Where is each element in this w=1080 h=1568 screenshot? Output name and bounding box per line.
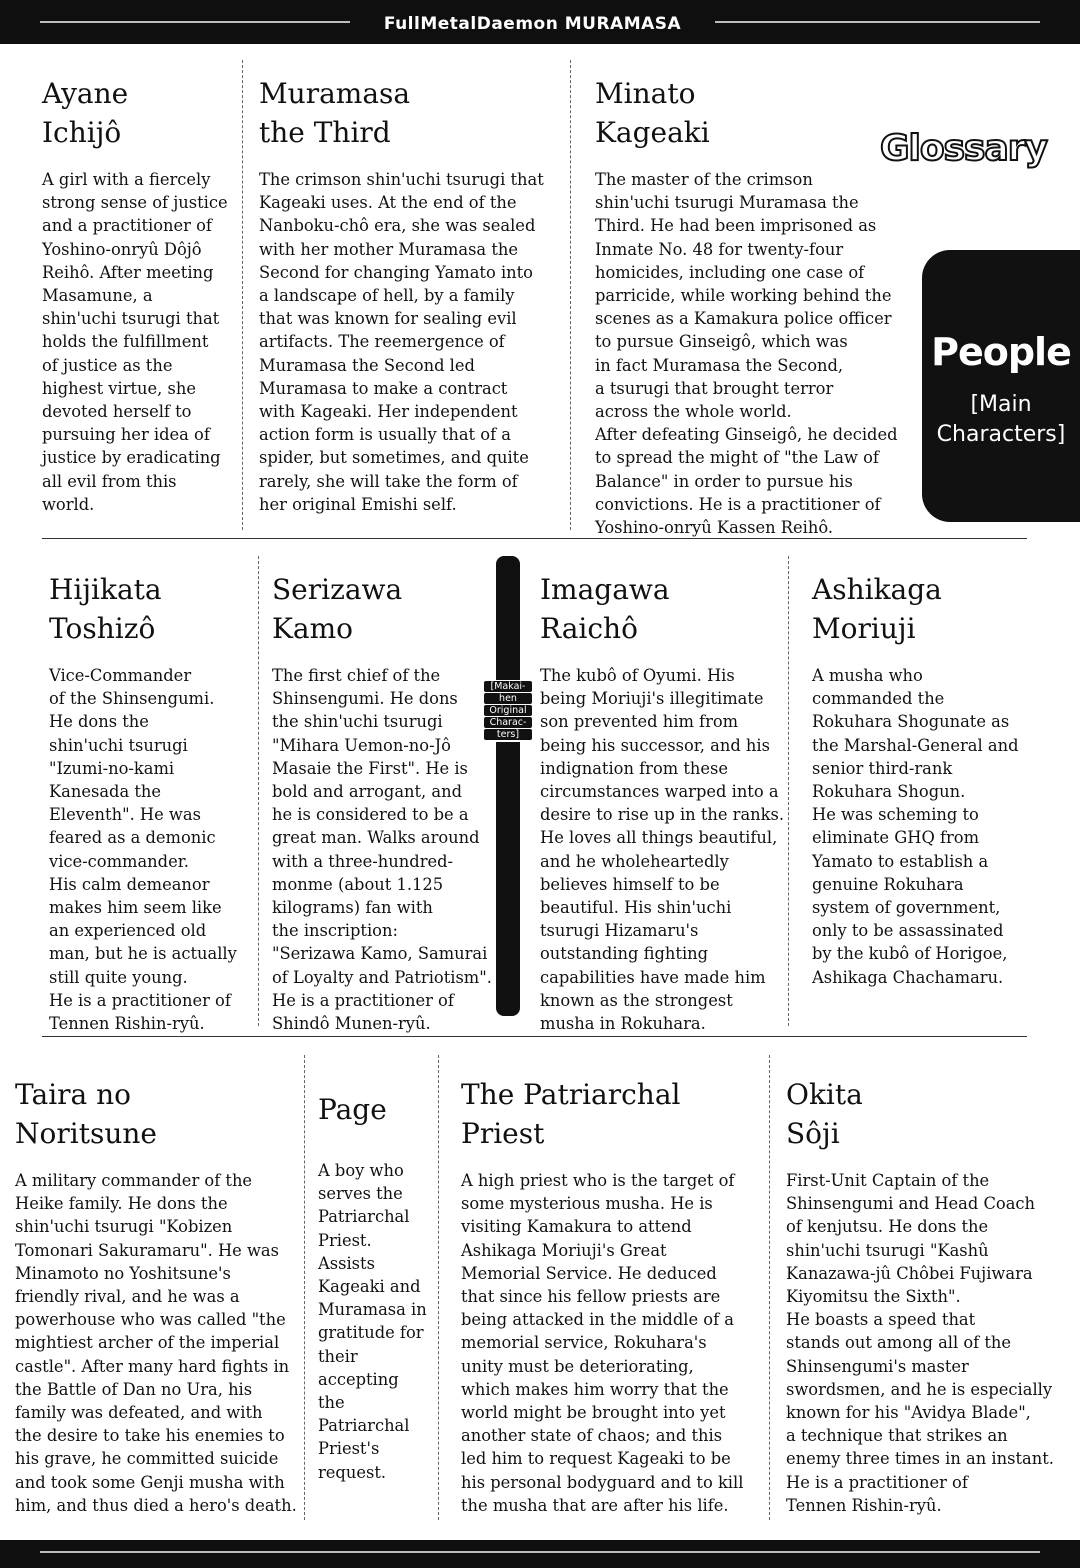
- row-divider: [42, 538, 1027, 539]
- entry-serizawa-kamo: [272, 570, 502, 1035]
- column-divider: [438, 1055, 439, 1520]
- entry-name: Taira no Noritsune: [15, 1078, 157, 1150]
- column-divider: [769, 1055, 770, 1520]
- entry-name: Imagawa Raichô: [540, 573, 670, 645]
- entry-description: The kubô of Oyumi. His being Moriuji's illegitimate son prevented him from being his successor, and his indignation from these circumstances warped into a desire to rise up in the ranks. He loves all things beautiful, and he wholeheartedly believes himself to be beautiful. His shin'uchi tsurugi Hizamaru's outstanding fighting capabilities have made him known as the strongest musha in Rokuhara.: [540, 666, 785, 1034]
- column-divider: [788, 556, 789, 1026]
- makai-original-tag: [478, 680, 538, 742]
- entry-name: Minato Kageaki: [595, 77, 710, 149]
- column-divider: [258, 556, 259, 1026]
- header-rule-right: [715, 21, 1040, 23]
- entry-name: Serizawa Kamo: [272, 573, 403, 645]
- entry-page: [318, 1090, 438, 1484]
- entry-name: Okita Sôji: [786, 1078, 863, 1150]
- entry-description: The first chief of the Shinsengumi. He dons the shin'uchi tsurugi "Mihara Uemon-no-Jô Masaie the First". He is bold and arrogant, and he is considered to be a great man. Walks around with a three-hundred- monme (about 1.125 kilograms) fan with the inscription: "Serizawa Kamo, Samurai of Loyalty and Patriotism". He is a practitioner of Shindô Munen-ryû.: [272, 666, 492, 1034]
- makai-tag-line: Original: [484, 705, 532, 716]
- entry-name: Ashikaga Moriuji: [812, 573, 942, 645]
- entry-name: Muramasa the Third: [259, 77, 411, 149]
- entry-description: A musha who commanded the Rokuhara Shogunate as the Marshal-General and senior third-rank Rokuhara Shogun. He was scheming to eliminate GHQ from Yamato to establish a genuine Rokuhara system of government, only to be assassinated by the kubô of Horigoe, Ashikaga Chachamaru.: [812, 666, 1019, 987]
- row-divider: [42, 1036, 1027, 1037]
- entry-taira-no-noritsune: [15, 1075, 305, 1517]
- makai-divider-bar: [496, 556, 520, 1016]
- entry-hijikata-toshizo: [49, 570, 249, 1035]
- header-rule-left: [40, 21, 350, 23]
- entry-description: A high priest who is the target of some mysterious musha. He is visiting Kamakura to attend Ashikaga Moriuji's Great Memorial Service. He deduced that since his fellow priests are being attacked in the middle of a memorial service, Rokuhara's unity must be deteriorating, which makes him worry that the world might be brought into yet another state of chaos; and this led him to request Kageaki to be his personal bodyguard and to kill the musha that are after his life.: [461, 1171, 744, 1515]
- footer-rule: [40, 1551, 1040, 1553]
- entry-minato-kageaki: [595, 74, 915, 539]
- entry-description: First-Unit Captain of the Shinsengumi and Head Coach of kenjutsu. He dons the shin'uchi tsurugi "Kashû Kanazawa-jû Chôbei Fujiwara Kiyomitsu the Sixth". He boasts a speed that stands out among all of the Shinsengumi's master swordsmen, and he is especially known for his "Avidya Blade", a technique that strikes an enemy three times in an instant. He is a practitioner of Tennen Rishin-ryû.: [786, 1171, 1054, 1515]
- header-bar: [0, 0, 1080, 44]
- entry-description: A boy who serves the Patriarchal Priest. Assists Kageaki and Muramasa in gratitude for their accepting the Patriarchal Priest's request.: [318, 1161, 427, 1482]
- makai-tag-line: Charac-: [484, 717, 532, 728]
- column-divider: [242, 60, 243, 530]
- column-divider: [304, 1055, 305, 1520]
- entry-ayane-ichijo: [42, 74, 237, 516]
- entry-imagawa-raicho: [540, 570, 790, 1035]
- entry-name: Ayane Ichijô: [42, 77, 129, 149]
- section-tab-title: People: [931, 330, 1071, 374]
- entry-muramasa-the-third: [259, 74, 559, 516]
- column-divider: [570, 60, 571, 530]
- entry-okita-soji: [786, 1075, 1071, 1517]
- entry-name: Page: [318, 1093, 387, 1126]
- entry-description: Vice-Commander of the Shinsengumi. He dons the shin'uchi tsurugi "Izumi-no-kami Kanesada the Eleventh". He was feared as a demonic vice-commander. His calm demeanor makes him seem like an experienced old man, but he is actually still quite young. He is a practitioner of Tennen Rishin-ryû.: [49, 666, 237, 1034]
- entry-description: The crimson shin'uchi tsurugi that Kageaki uses. At the end of the Nanboku-chô era, she was sealed with her mother Muramasa the Second for changing Yamato into a landscape of hell, by a family that was known for sealing evil artifacts. The reemergence of Muramasa the Second led Muramasa to make a contract with Kageaki. Her independent action form is usually that of a spider, but sometimes, and quite rarely, she will take the form of her original Emishi self.: [259, 170, 544, 514]
- entry-the-patriarchal-priest: [461, 1075, 761, 1517]
- glossary-label: Glossary: [880, 128, 1047, 169]
- entry-description: The master of the crimson shin'uchi tsurugi Muramasa the Third. He had been imprisoned as Inmate No. 48 for twenty-four homicides, including one case of parricide, while working behind the scenes as a Kamakura police officer to pursue Ginseigô, which was in fact Muramasa the Second, a tsurugi that brought terror across the whole world. After defeating Ginseigô, he decided to spread the might of "the Law of Balance" in order to pursue his convictions. He is a practitioner of Yoshino-onryû Kassen Reihô.: [595, 170, 898, 538]
- section-tab-subtitle: [Main Characters]: [936, 392, 1066, 447]
- entry-name: Hijikata Toshizô: [49, 573, 162, 645]
- page-header-title: FullMetalDaemon MURAMASA: [383, 14, 682, 34]
- makai-tag-line: hen: [484, 693, 532, 704]
- makai-tag-line: [Makai-: [484, 681, 532, 692]
- footer-bar: [0, 1540, 1080, 1568]
- entry-ashikaga-moriuji: [812, 570, 1042, 989]
- entry-description: A girl with a fiercely strong sense of justice and a practitioner of Yoshino-onryû Dôjô Reihô. After meeting Masamune, a shin'uchi tsurugi that holds the fulfillment of justice as the highest virtue, she devoted herself to pursuing her idea of justice by eradicating all evil from this world.: [42, 170, 228, 514]
- section-tab-people: [922, 250, 1080, 522]
- entry-name: The Patriarchal Priest: [461, 1078, 681, 1150]
- entry-description: A military commander of the Heike family. He dons the shin'uchi tsurugi "Kobizen Tomonari Sakuramaru". He was Minamoto no Yoshitsune's friendly rival, and he was a powerhouse who was called "the mightiest archer of the imperial castle". After many hard fights in the Battle of Dan no Ura, his family was defeated, and with the desire to take his enemies to his grave, he committed suicide and took some Genji musha with him, and thus died a hero's death.: [15, 1171, 297, 1515]
- makai-tag-line: ters]: [484, 729, 532, 740]
